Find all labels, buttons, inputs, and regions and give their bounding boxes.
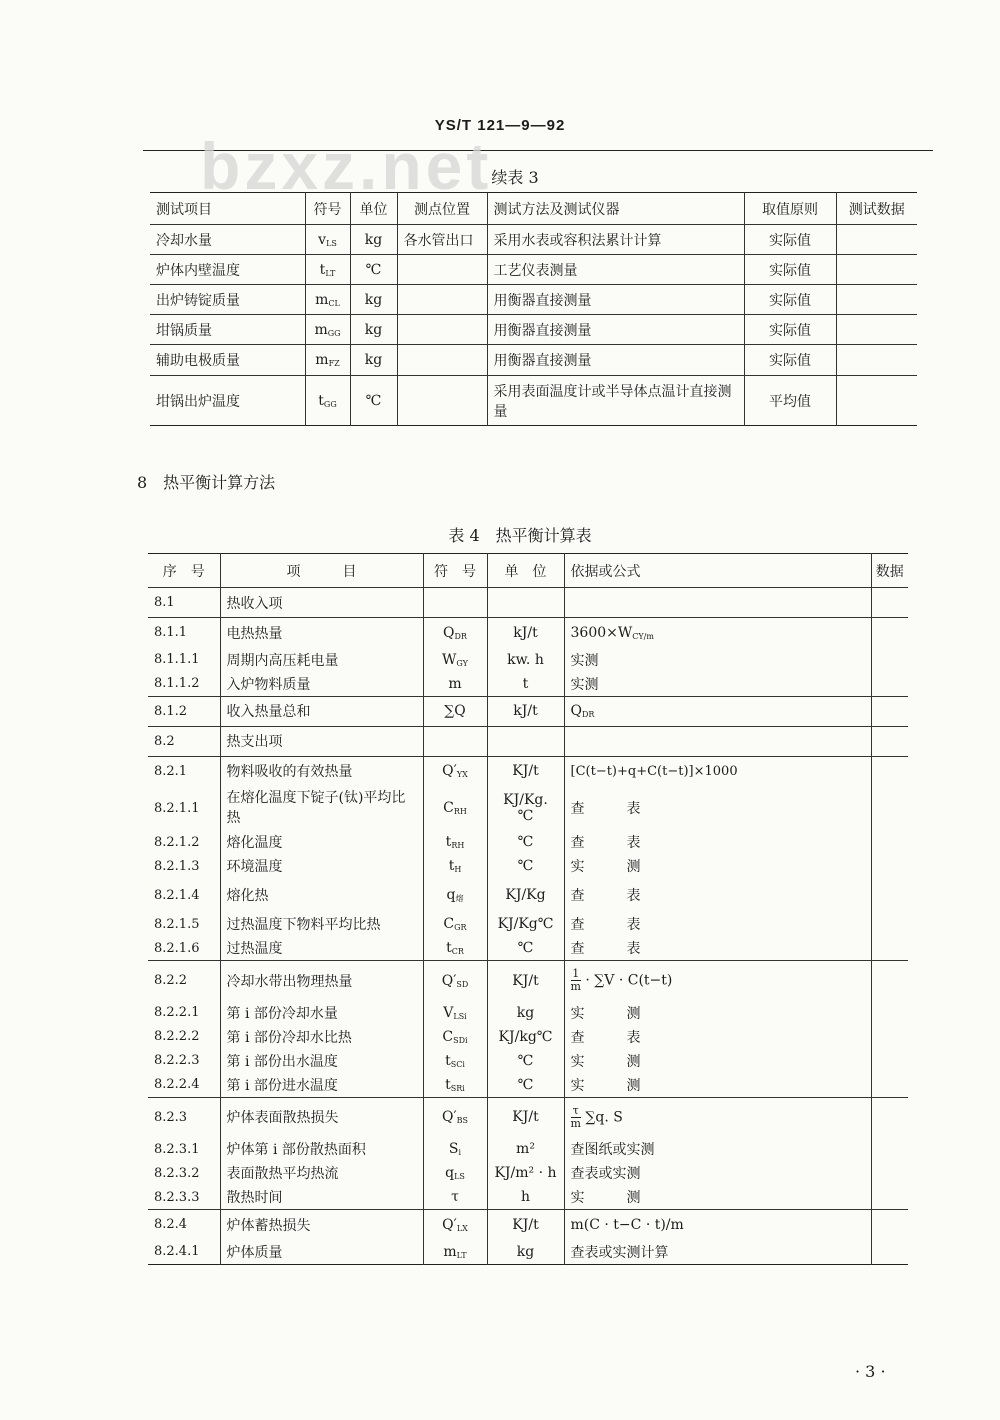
item-name: 入炉物料质量 — [220, 672, 423, 697]
table-row — [148, 878, 908, 912]
unit: kg — [350, 285, 397, 315]
formula: 实 测 — [564, 1185, 871, 1210]
table-row — [148, 1049, 908, 1073]
table-row — [150, 285, 917, 315]
symbol: $m_{FZ}$ — [305, 345, 350, 376]
value-principle: 实际值 — [744, 285, 836, 315]
col-header: 符号 — [305, 193, 350, 225]
item-name: 环境温度 — [220, 854, 423, 878]
unit: ℃ — [487, 1073, 564, 1098]
formula: 实测 — [564, 648, 871, 672]
item-name: 第 i 部份冷却水比热 — [220, 1025, 423, 1049]
col-header: 项 目 — [220, 554, 423, 588]
test-item: 炉体内壁温度 — [150, 255, 305, 285]
symbol: $t_{GG}$ — [305, 376, 350, 426]
item-name: 收入热量总和 — [220, 696, 423, 726]
table-row — [148, 1161, 908, 1185]
measure-point — [397, 315, 487, 345]
unit: KJ/t — [487, 1097, 564, 1137]
data-cell — [871, 1097, 908, 1137]
data-cell — [871, 618, 908, 648]
table-row — [148, 618, 908, 648]
table-row — [148, 961, 908, 1001]
fraction: $\frac{1}{m}$ — [570, 967, 581, 994]
col-header: 单位 — [350, 193, 397, 225]
unit: ℃ — [350, 255, 397, 285]
unit: KJ/t — [487, 961, 564, 1001]
data-cell — [871, 756, 908, 786]
row-number: 8.1.2 — [148, 696, 220, 726]
col-header: 序 号 — [148, 554, 220, 588]
unit — [487, 726, 564, 756]
data-cell — [871, 830, 908, 854]
item-name: 第 i 部份出水温度 — [220, 1049, 423, 1073]
measure-point — [397, 285, 487, 315]
item-name: 炉体蓄热损失 — [220, 1210, 423, 1240]
table-row — [148, 1073, 908, 1098]
table3-header-row — [150, 193, 917, 225]
formula: 查 表 — [564, 878, 871, 912]
table-row — [150, 345, 917, 376]
formula: $\frac{\tau}{m}$ ∑q. S — [564, 1097, 871, 1137]
row-number: 8.1.1.2 — [148, 672, 220, 697]
test-method: 用衡器直接测量 — [487, 345, 744, 376]
test-data — [836, 345, 917, 376]
table3-caption: 续表 3 — [491, 168, 539, 187]
test-item: 辅助电极质量 — [150, 345, 305, 376]
symbol: $t_{SRi}$ — [423, 1073, 487, 1098]
unit: KJ/Kg. ℃ — [487, 786, 564, 830]
unit: KJ/m² · h — [487, 1161, 564, 1185]
unit: kg — [350, 315, 397, 345]
row-number: 8.2.1.2 — [148, 830, 220, 854]
row-number: 8.1.1 — [148, 618, 220, 648]
measure-point — [397, 376, 487, 426]
item-name: 过热温度 — [220, 936, 423, 961]
test-data — [836, 225, 917, 255]
unit: ℃ — [487, 830, 564, 854]
col-header: 数据 — [871, 554, 908, 588]
symbol: $C_{GR}$ — [423, 912, 487, 936]
symbol — [423, 726, 487, 756]
symbol: $m_{LT}$ — [423, 1240, 487, 1265]
table-row — [150, 315, 917, 345]
data-cell — [871, 1240, 908, 1265]
data-cell — [871, 1185, 908, 1210]
test-data — [836, 376, 917, 426]
data-cell — [871, 912, 908, 936]
unit: KJ/t — [487, 756, 564, 786]
item-name: 表面散热平均热流 — [220, 1161, 423, 1185]
symbol: $t_{LT}$ — [305, 255, 350, 285]
test-item: 坩锅出炉温度 — [150, 376, 305, 426]
row-number: 8.2.2.2 — [148, 1025, 220, 1049]
row-number: 8.2.4 — [148, 1210, 220, 1240]
table-row — [148, 648, 908, 672]
table-row — [148, 756, 908, 786]
symbol: $V_{LSi}$ — [423, 1001, 487, 1025]
item-name: 熔化温度 — [220, 830, 423, 854]
data-cell — [871, 1161, 908, 1185]
unit: KJ/Kg — [487, 878, 564, 912]
formula: 查 表 — [564, 936, 871, 961]
symbol: $C_{SDi}$ — [423, 1025, 487, 1049]
data-cell — [871, 854, 908, 878]
row-number: 8.1.1.1 — [148, 648, 220, 672]
table-row — [148, 588, 908, 618]
value-principle: 实际值 — [744, 225, 836, 255]
col-header: 测试项目 — [150, 193, 305, 225]
item-name: 冷却水带出物理热量 — [220, 961, 423, 1001]
unit: KJ/t — [487, 1210, 564, 1240]
data-cell — [871, 726, 908, 756]
table-row — [150, 255, 917, 285]
data-cell — [871, 936, 908, 961]
item-name: 在熔化温度下锭子(钛)平均比热 — [220, 786, 423, 830]
row-number: 8.2.3.2 — [148, 1161, 220, 1185]
table4-header-row — [148, 554, 908, 588]
unit: kg — [350, 345, 397, 376]
test-method: 用衡器直接测量 — [487, 285, 744, 315]
formula: m(C · t−C · t)/m — [564, 1210, 871, 1240]
row-number: 8.2.1.5 — [148, 912, 220, 936]
symbol: $W_{GY}$ — [423, 648, 487, 672]
row-number: 8.2.3.1 — [148, 1137, 220, 1161]
table-row — [148, 786, 908, 830]
symbol: ∑Q — [423, 696, 487, 726]
symbol: $q_熔$ — [423, 878, 487, 912]
formula: $\frac{1}{m}$ · ∑V · C(t−t) — [564, 961, 871, 1001]
unit: kg — [487, 1001, 564, 1025]
unit: KJ/Kg℃ — [487, 912, 564, 936]
data-cell — [871, 1025, 908, 1049]
measure-point: 各水管出口 — [397, 225, 487, 255]
item-name: 热支出项 — [220, 726, 423, 756]
formula: 查表或实测 — [564, 1161, 871, 1185]
item-name: 第 i 部份冷却水量 — [220, 1001, 423, 1025]
symbol: $m_{CL}$ — [305, 285, 350, 315]
table-row — [150, 376, 917, 426]
table-row — [148, 1210, 908, 1240]
item-name: 电热热量 — [220, 618, 423, 648]
test-data — [836, 285, 917, 315]
test-item: 冷却水量 — [150, 225, 305, 255]
row-number: 8.2.1 — [148, 756, 220, 786]
formula: 实 测 — [564, 1001, 871, 1025]
watermark: bzxz.net — [200, 129, 493, 203]
formula: [C(t−t)+q+C(t−t)]×1000 — [564, 756, 871, 786]
symbol — [423, 588, 487, 618]
table-row — [148, 1240, 908, 1265]
formula: 查图纸或实测 — [564, 1137, 871, 1161]
formula: 查 表 — [564, 786, 871, 830]
test-method: 采用表面温度计或半导体点温计直接测量 — [487, 376, 744, 426]
data-cell — [871, 1001, 908, 1025]
formula: $3600\times W_{CY/m}$ — [564, 618, 871, 648]
symbol: $Q'_{BS}$ — [423, 1097, 487, 1137]
unit: ℃ — [487, 1049, 564, 1073]
data-cell — [871, 648, 908, 672]
page-number: · 3 · — [855, 1362, 886, 1381]
formula — [564, 726, 871, 756]
symbol: $Q'_{YX}$ — [423, 756, 487, 786]
data-cell — [871, 1137, 908, 1161]
table-row — [148, 1001, 908, 1025]
table-row — [148, 1185, 908, 1210]
col-header: 依据或公式 — [564, 554, 871, 588]
row-number: 8.2.2.1 — [148, 1001, 220, 1025]
formula: 查 表 — [564, 1025, 871, 1049]
col-header: 测试数据 — [836, 193, 917, 225]
formula: 实测 — [564, 672, 871, 697]
symbol: $t_{SCi}$ — [423, 1049, 487, 1073]
unit: m² — [487, 1137, 564, 1161]
col-header: 测点位置 — [397, 193, 487, 225]
test-method: 采用水表或容积法累计计算 — [487, 225, 744, 255]
unit: h — [487, 1185, 564, 1210]
col-header: 测试方法及测试仪器 — [487, 193, 744, 225]
fraction: $\frac{\tau}{m}$ — [570, 1103, 581, 1130]
data-cell — [871, 1210, 908, 1240]
row-number: 8.2.1.1 — [148, 786, 220, 830]
value-principle: 平均值 — [744, 376, 836, 426]
formula: 查 表 — [564, 912, 871, 936]
section-heading: 8 热平衡计算方法 — [137, 473, 276, 492]
data-cell — [871, 961, 908, 1001]
row-number: 8.2.3.3 — [148, 1185, 220, 1210]
symbol: $Q_{DR}$ — [423, 618, 487, 648]
data-cell — [871, 696, 908, 726]
data-cell — [871, 672, 908, 697]
table3 — [150, 192, 917, 426]
symbol: $v_{LS}$ — [305, 225, 350, 255]
formula: 查表或实测计算 — [564, 1240, 871, 1265]
unit: kg — [350, 225, 397, 255]
symbol: $t_{CR}$ — [423, 936, 487, 961]
test-item: 坩锅质量 — [150, 315, 305, 345]
data-cell — [871, 878, 908, 912]
symbol: τ — [423, 1185, 487, 1210]
symbol: $t_{RH}$ — [423, 830, 487, 854]
symbol: $Q'_{LX}$ — [423, 1210, 487, 1240]
item-name: 第 i 部份进水温度 — [220, 1073, 423, 1098]
test-method: 工艺仪表测量 — [487, 255, 744, 285]
data-cell — [871, 588, 908, 618]
document-header: YS/T 121—9—92 — [434, 117, 566, 134]
row-number: 8.2.4.1 — [148, 1240, 220, 1265]
symbol: $S_i$ — [423, 1137, 487, 1161]
item-name: 热收入项 — [220, 588, 423, 618]
table-row — [148, 936, 908, 961]
item-name: 周期内高压耗电量 — [220, 648, 423, 672]
table-row — [148, 672, 908, 697]
table-row — [148, 1025, 908, 1049]
formula: 实 测 — [564, 1073, 871, 1098]
value-principle: 实际值 — [744, 255, 836, 285]
formula — [564, 588, 871, 618]
row-number: 8.1 — [148, 588, 220, 618]
row-number: 8.2.1.4 — [148, 878, 220, 912]
test-data — [836, 255, 917, 285]
col-header: 单 位 — [487, 554, 564, 588]
table-row — [148, 854, 908, 878]
test-data — [836, 315, 917, 345]
formula: 实 测 — [564, 1049, 871, 1073]
measure-point — [397, 345, 487, 376]
unit: t — [487, 672, 564, 697]
unit: ℃ — [487, 854, 564, 878]
item-name: 散热时间 — [220, 1185, 423, 1210]
formula: 查 表 — [564, 830, 871, 854]
row-number: 8.2 — [148, 726, 220, 756]
item-name: 炉体表面散热损失 — [220, 1097, 423, 1137]
table-row — [148, 912, 908, 936]
data-cell — [871, 1073, 908, 1098]
table4 — [148, 553, 908, 1265]
symbol: $t_H$ — [423, 854, 487, 878]
row-number: 8.2.3 — [148, 1097, 220, 1137]
table-row — [148, 830, 908, 854]
row-number: 8.2.1.6 — [148, 936, 220, 961]
formula: 实 测 — [564, 854, 871, 878]
item-name: 炉体第 i 部份散热面积 — [220, 1137, 423, 1161]
symbol: $q_{LS}$ — [423, 1161, 487, 1185]
symbol: m — [423, 672, 487, 697]
row-number: 8.2.1.3 — [148, 854, 220, 878]
table-row — [148, 726, 908, 756]
item-name: 物料吸收的有效热量 — [220, 756, 423, 786]
data-cell — [871, 786, 908, 830]
test-item: 出炉铸锭质量 — [150, 285, 305, 315]
row-number: 8.2.2.3 — [148, 1049, 220, 1073]
table-row — [148, 1097, 908, 1137]
item-name: 熔化热 — [220, 878, 423, 912]
value-principle: 实际值 — [744, 315, 836, 345]
unit: ℃ — [350, 376, 397, 426]
value-principle: 实际值 — [744, 345, 836, 376]
item-name: 过热温度下物料平均比热 — [220, 912, 423, 936]
row-number: 8.2.2.4 — [148, 1073, 220, 1098]
symbol: $C_{RH}$ — [423, 786, 487, 830]
unit: ℃ — [487, 936, 564, 961]
unit — [487, 588, 564, 618]
unit: kJ/t — [487, 618, 564, 648]
unit: kg — [487, 1240, 564, 1265]
col-header: 取值原则 — [744, 193, 836, 225]
formula: $Q_{DR}$ — [564, 696, 871, 726]
data-cell — [871, 1049, 908, 1073]
table-row — [148, 1137, 908, 1161]
table4-caption: 表 4 热平衡计算表 — [448, 526, 592, 545]
unit: kw. h — [487, 648, 564, 672]
row-number: 8.2.2 — [148, 961, 220, 1001]
unit: KJ/kg℃ — [487, 1025, 564, 1049]
symbol: $Q'_{SD}$ — [423, 961, 487, 1001]
table-row — [148, 696, 908, 726]
symbol: $m_{GG}$ — [305, 315, 350, 345]
item-name: 炉体质量 — [220, 1240, 423, 1265]
test-method: 用衡器直接测量 — [487, 315, 744, 345]
measure-point — [397, 255, 487, 285]
unit: kJ/t — [487, 696, 564, 726]
col-header: 符 号 — [423, 554, 487, 588]
table-row — [150, 225, 917, 255]
